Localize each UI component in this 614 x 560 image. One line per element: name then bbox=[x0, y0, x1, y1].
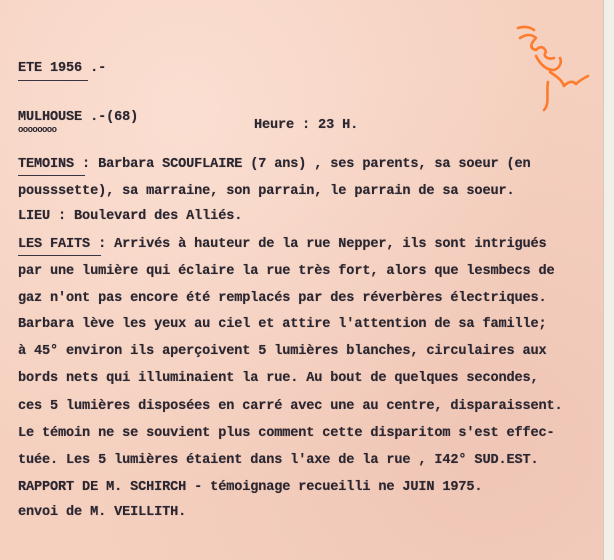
body-line-9: bords nets qui illuminaient la rue. Au bout de quelques secondes, bbox=[18, 371, 539, 386]
handwritten-annotation-mark bbox=[510, 20, 600, 115]
time-label: Heure : 23 H. bbox=[254, 118, 359, 133]
witnesses-line: TEMOINS : Barbara SCOUFLAIRE (7 ans) , ses parents, sa soeur (en bbox=[18, 157, 531, 172]
report-line: RAPPORT DE M. SCHIRCH - témoignage recueilli ne JUIN 1975. bbox=[18, 480, 483, 495]
facts-line: LES FAITS : Arrivés à hauteur de la rue Nepper, ils sont intrigués bbox=[18, 237, 547, 252]
body-line-12: tuée. Les 5 lumières étaient dans l'axe de la rue , I42° SUD.EST. bbox=[18, 453, 539, 468]
body-line-2: pousssette), sa marraine, son parrain, le parrain de sa soeur. bbox=[18, 184, 515, 199]
body-line-7: Barbara lève les yeux au ciel et attire l'attention de sa famille; bbox=[18, 317, 547, 332]
body-line-8: à 45° environ ils aperçoivent 5 lumières blanches, circulaires aux bbox=[18, 344, 547, 359]
date-heading-underline bbox=[18, 80, 88, 81]
place-heading: MULHOUSE .-(68) bbox=[18, 110, 139, 125]
page-edge bbox=[603, 0, 614, 560]
body-line-10: ces 5 lumières disposées en carré avec une au centre, disparaissent. bbox=[18, 399, 563, 414]
body-line-5: par une lumière qui éclaire la rue très fort, alors que lesmbecs de bbox=[18, 264, 555, 279]
body-line-6: gaz n'ont pas encore été remplacés par des réverbères électriques. bbox=[18, 291, 547, 306]
location-line: LIEU : Boulevard des Alliés. bbox=[18, 209, 243, 224]
facts-underline bbox=[18, 255, 101, 256]
place-heading-dots: oooooooo bbox=[18, 125, 57, 135]
body-line-11: Le témoin ne se souvient plus comment cette disparitom s'est effec- bbox=[18, 426, 555, 441]
witnesses-underline bbox=[18, 175, 85, 176]
date-heading: ETE 1956 .- bbox=[18, 61, 107, 76]
sender-line: envoi de M. VEILLITH. bbox=[18, 505, 187, 520]
